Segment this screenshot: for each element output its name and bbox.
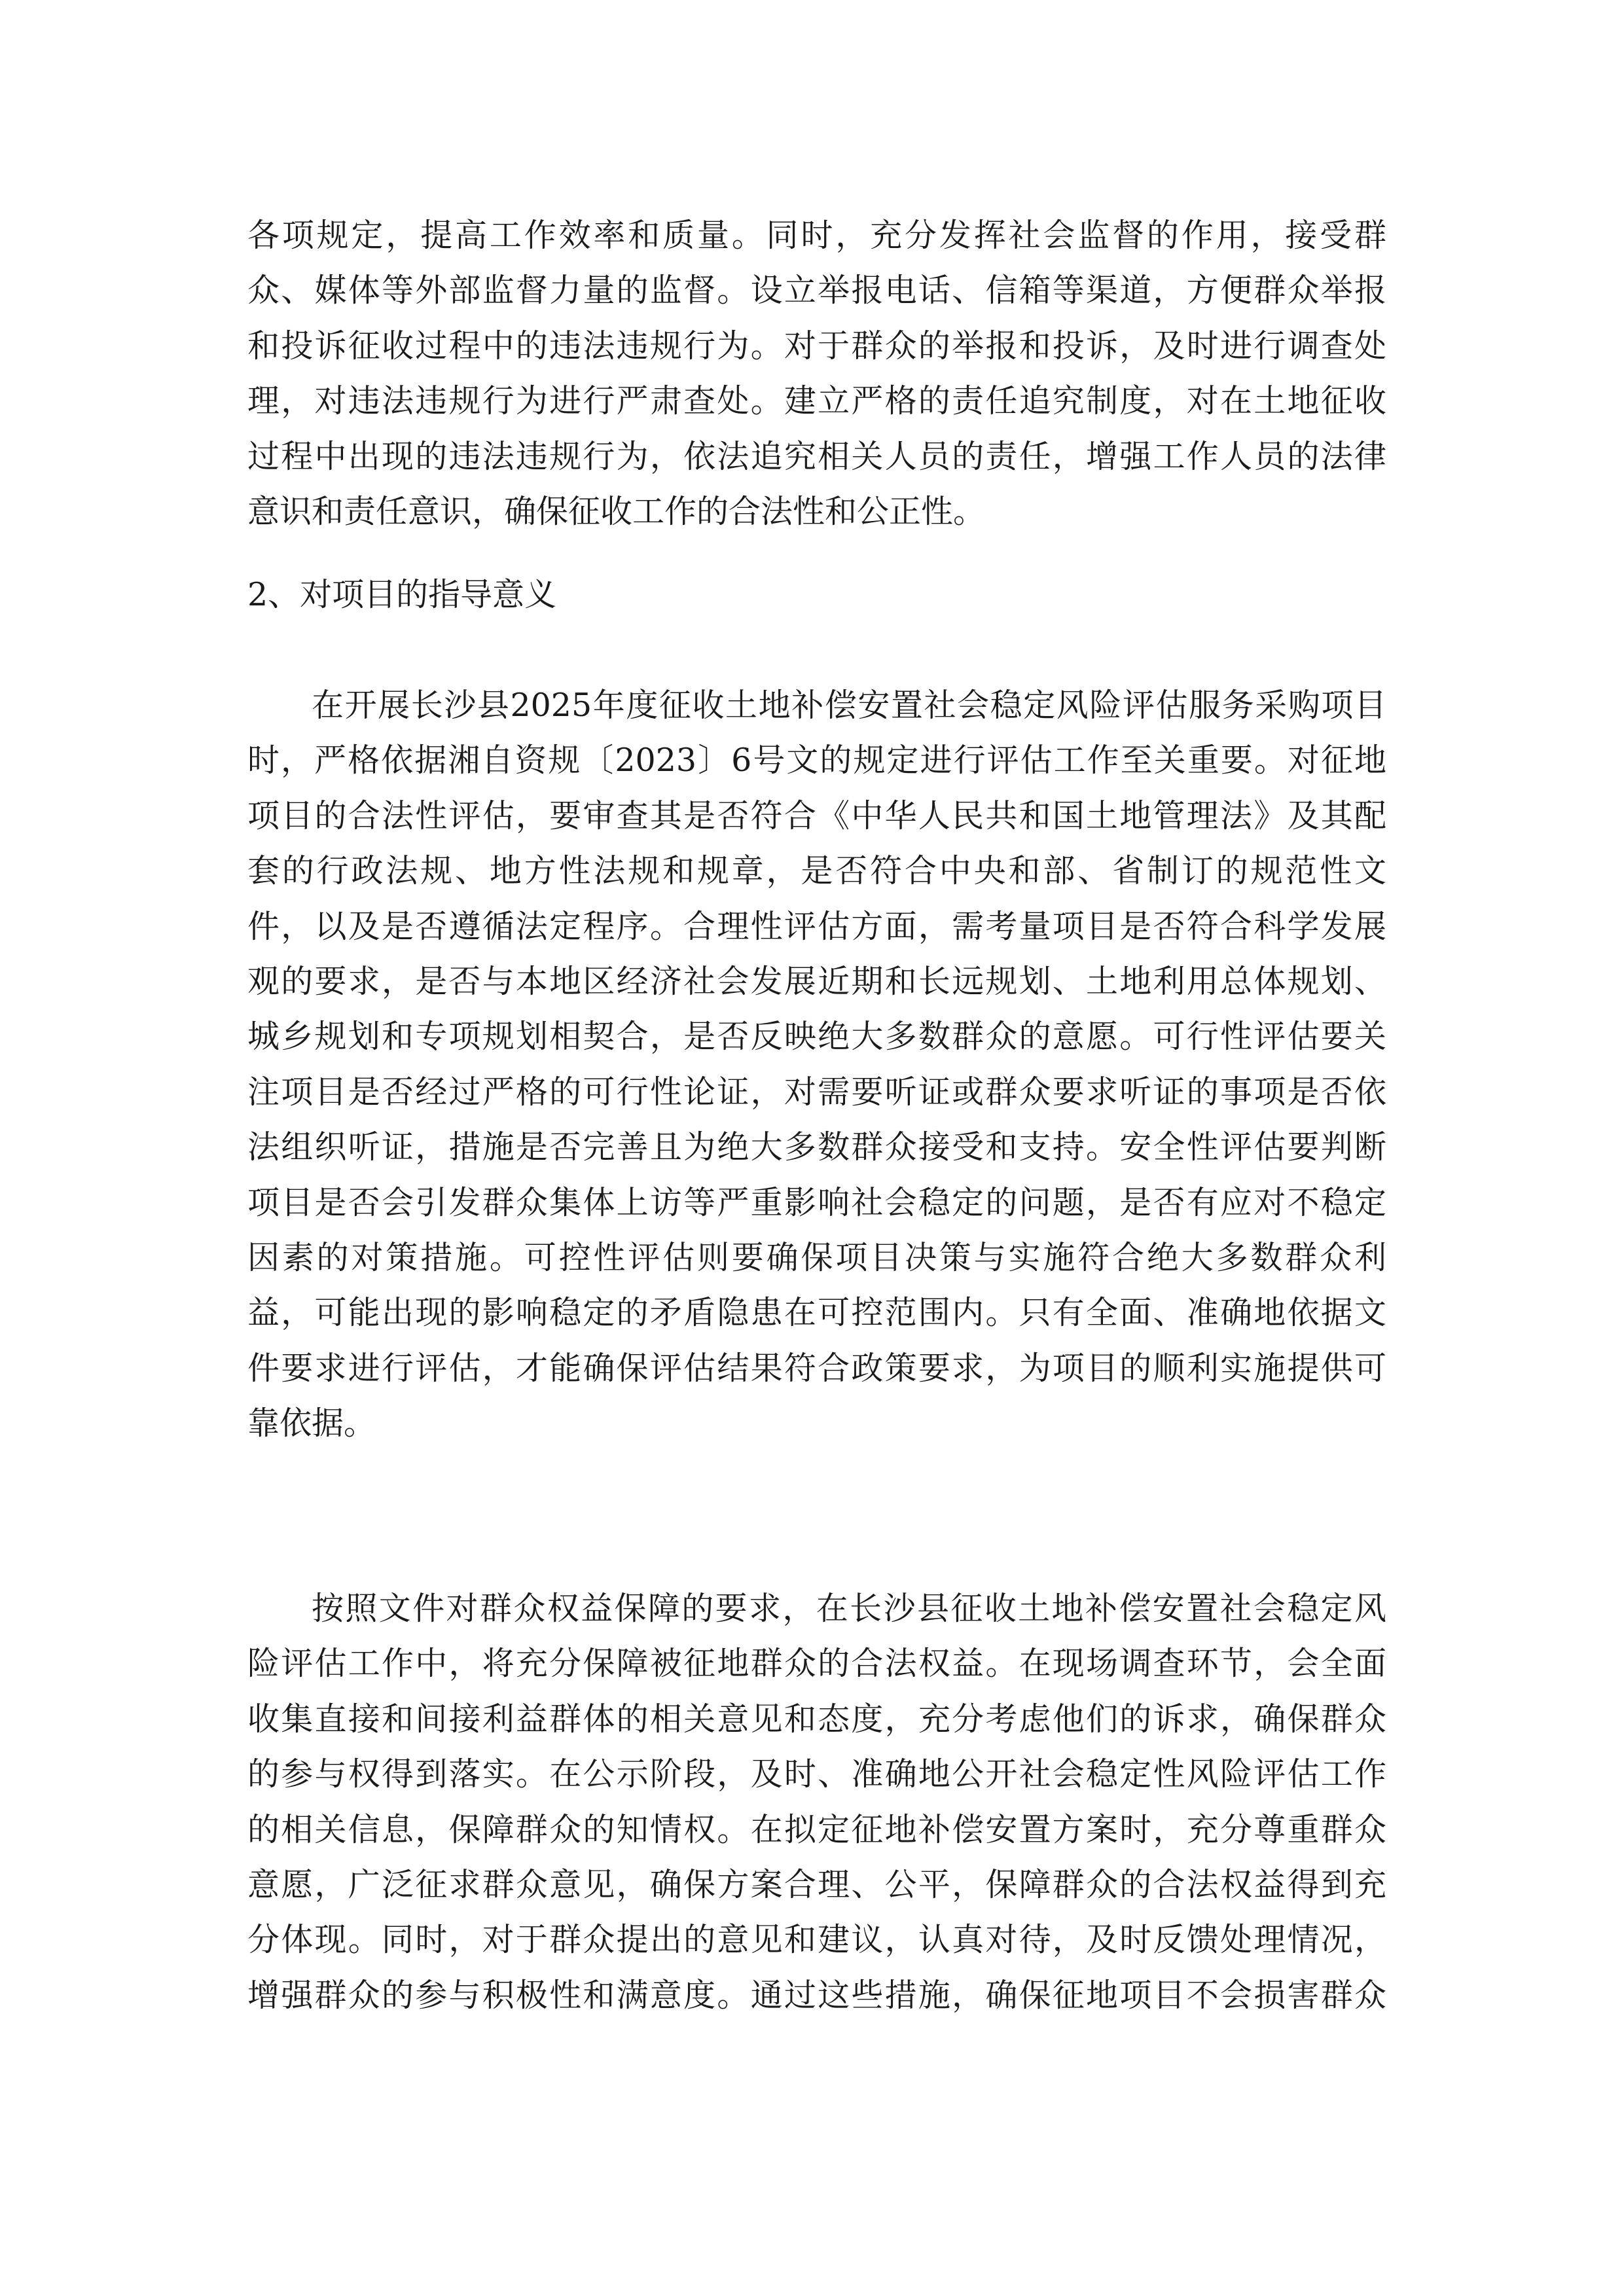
heading-text: 2、对项目的指导意义 bbox=[247, 576, 557, 613]
text-line: 和投诉征收过程中的违法违规行为。对于群众的举报和投诉，及时进行调查处 bbox=[247, 327, 1386, 365]
text-line: 众、媒体等外部监督力量的监督。设立举报电话、信箱等渠道，方便群众举报 bbox=[247, 272, 1386, 310]
text-line: 时，严格依据湘自资规〔2023〕6号文的规定进行评估工作至关重要。对征地 bbox=[247, 742, 1386, 780]
text-line: 意愿，广泛征求群众意见，确保方案合理、公平，保障群众的合法权益得到充 bbox=[247, 1865, 1386, 1903]
text-line: 项目是否会引发群众集体上访等严重影响社会稳定的问题，是否有应对不稳定 bbox=[247, 1183, 1386, 1221]
text-line: 险评估工作中，将充分保障被征地群众的合法权益。在现场调查环节，会全面 bbox=[247, 1645, 1386, 1683]
text-line: 分体现。同时，对于群众提出的意见和建议，认真对待，及时反馈处理情况， bbox=[247, 1921, 1386, 1959]
text-line: 各项规定，提高工作效率和质量。同时，充分发挥社会监督的作用，接受群 bbox=[247, 217, 1386, 254]
text-line: 城乡规划和专项规划相契合，是否反映绝大多数群众的意愿。可行性评估要关 bbox=[247, 1018, 1386, 1056]
text-line: 在开展长沙县2025年度征收土地补偿安置社会稳定风险评估服务采购项目 bbox=[312, 687, 1386, 724]
text-line: 益，可能出现的影响稳定的矛盾隐患在可控范围内。只有全面、准确地依据文 bbox=[247, 1294, 1386, 1332]
text-line: 件，以及是否遵循法定程序。合理性评估方面，需考量项目是否符合科学发展 bbox=[247, 907, 1386, 945]
paragraph-guidance bbox=[247, 678, 1386, 1451]
text-line: 因素的对策措施。可控性评估则要确保项目决策与实施符合绝大多数群众利 bbox=[247, 1238, 1386, 1276]
text-line: 件要求进行评估，才能确保评估结果符合政策要求，为项目的顺利实施提供可 bbox=[247, 1349, 1386, 1387]
text-line: 理，对违法违规行为进行严肃查处。建立严格的责任追究制度，对在土地征收 bbox=[247, 382, 1386, 420]
text-line: 意识和责任意识，确保征收工作的合法性和公正性。 bbox=[247, 492, 986, 530]
paragraph-rights bbox=[247, 1581, 1386, 2023]
text-line: 法组织听证，措施是否完善且为绝大多数群众接受和支持。安全性评估要判断 bbox=[247, 1128, 1386, 1166]
text-line: 靠依据。 bbox=[247, 1405, 376, 1443]
text-line: 的参与权得到落实。在公示阶段，及时、准确地公开社会稳定性风险评估工作 bbox=[247, 1755, 1386, 1793]
text-line: 的相关信息，保障群众的知情权。在拟定征地补偿安置方案时，充分尊重群众 bbox=[247, 1810, 1386, 1848]
text-line: 注项目是否经过严格的可行性论证，对需要听证或群众要求听证的事项是否依 bbox=[247, 1073, 1386, 1111]
text-line: 套的行政法规、地方性法规和规章，是否符合中央和部、省制订的规范性文 bbox=[247, 852, 1386, 890]
text-line: 项目的合法性评估，要审查其是否符合《中华人民共和国土地管理法》及其配 bbox=[247, 797, 1386, 834]
text-line: 增强群众的参与积极性和满意度。通过这些措施，确保征地项目不会损害群众 bbox=[247, 1976, 1386, 2014]
section-heading bbox=[247, 567, 1386, 622]
text-line: 过程中出现的违法违规行为，依法追究相关人员的责任，增强工作人员的法律 bbox=[247, 437, 1386, 475]
text-line: 收集直接和间接利益群体的相关意见和态度，充分考虑他们的诉求，确保群众 bbox=[247, 1700, 1386, 1738]
paragraph-continuation bbox=[247, 208, 1386, 539]
text-line: 按照文件对群众权益保障的要求，在长沙县征收土地补偿安置社会稳定风 bbox=[312, 1590, 1386, 1627]
text-line: 观的要求，是否与本地区经济社会发展近期和长远规划、土地利用总体规划、 bbox=[247, 962, 1386, 1000]
